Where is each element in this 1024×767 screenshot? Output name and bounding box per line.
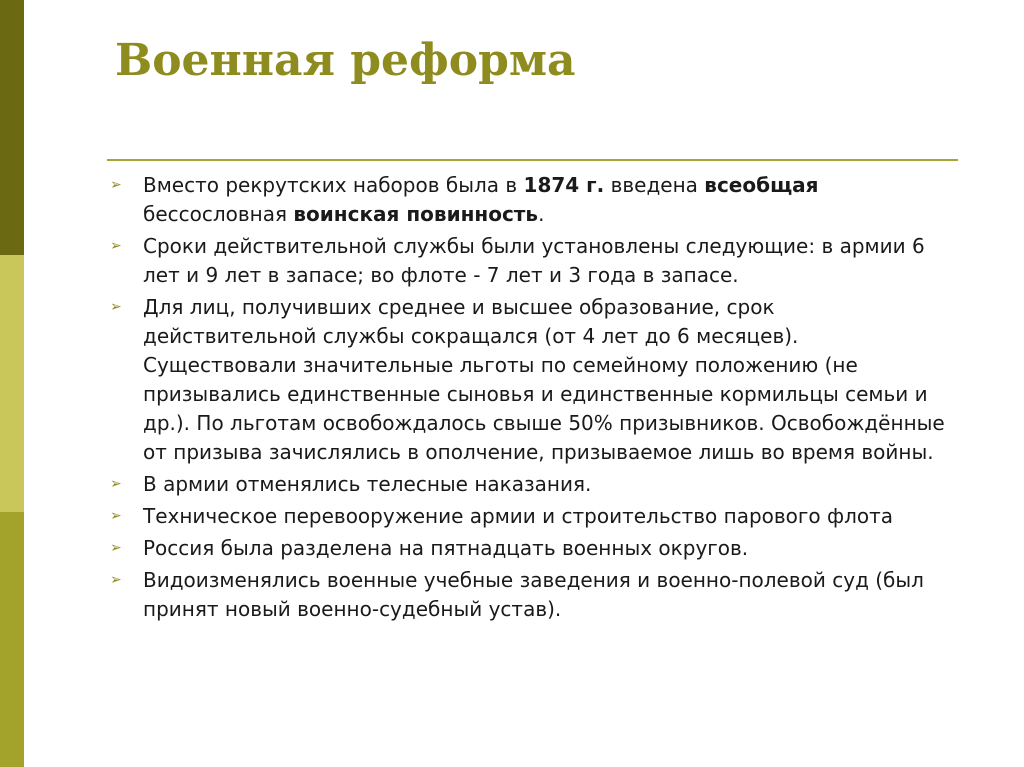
side-bar-light-segment — [0, 255, 24, 512]
arrow-bullet-icon: ➢ — [110, 572, 122, 588]
bullet-text-run: бессословная — [143, 202, 294, 226]
bullet-text-bold: всеобщая — [704, 173, 819, 197]
bullet-item — [110, 566, 950, 624]
arrow-bullet-icon: ➢ — [110, 508, 122, 524]
bullet-text-run: Россия была разделена на пятнадцать военных округов. — [143, 536, 749, 560]
bullet-text — [143, 568, 924, 621]
arrow-bullet-icon: ➢ — [110, 299, 122, 315]
bullet-item — [110, 293, 950, 467]
bullet-text — [143, 504, 893, 528]
bullet-text — [143, 536, 748, 560]
bullet-text — [143, 472, 591, 496]
title-underline — [107, 159, 958, 161]
side-accent-bar — [0, 0, 24, 767]
bullet-text-run: Видоизменялись военные учебные заведения и военно-полевой суд (был принят новый военно-судебный устав). — [143, 568, 924, 621]
bullet-list — [110, 171, 950, 627]
side-bar-dark-segment — [0, 0, 24, 255]
bullet-text — [143, 173, 819, 226]
bullet-text — [143, 295, 945, 464]
bullet-text-run: Для лиц, получивших среднее и высшее образование, срок действительной службы сокращался (от 4 лет до 6 месяцев). Существовали значительные льготы по семейному положению (не призывались единственные сыновья и единственные кормильцы семьи и др.). По льготам освобождалось свыше 50% призывников. Освобождённые от призыва зачислялись в ополчение, призываемое лишь во время войны. — [143, 295, 945, 464]
bullet-item — [110, 534, 950, 563]
bullet-text-run: Сроки действительной службы были установлены следующие: в армии 6 лет и 9 лет в запасе; во флоте - 7 лет и 3 года в запасе. — [143, 234, 925, 287]
arrow-bullet-icon: ➢ — [110, 540, 122, 556]
bullet-item — [110, 232, 950, 290]
bullet-item — [110, 470, 950, 499]
bullet-item — [110, 502, 950, 531]
bullet-text-bold: воинская повинность — [293, 202, 539, 226]
arrow-bullet-icon: ➢ — [110, 177, 122, 193]
arrow-bullet-icon: ➢ — [110, 238, 122, 254]
bullet-text-run: В армии отменялись телесные наказания. — [143, 472, 592, 496]
bullet-text-run: Вместо рекрутских наборов была в — [143, 173, 524, 197]
side-bar-mid-segment — [0, 512, 24, 767]
bullet-text-bold: 1874 г. — [523, 173, 605, 197]
bullet-text-run: Техническое перевооружение армии и строительство парового флота — [143, 504, 894, 528]
bullet-text-run: . — [538, 202, 545, 226]
slide-title: Военная реформа — [115, 35, 576, 86]
bullet-text — [143, 234, 925, 287]
arrow-bullet-icon: ➢ — [110, 476, 122, 492]
bullet-text-run: введена — [604, 173, 705, 197]
bullet-item — [110, 171, 950, 229]
